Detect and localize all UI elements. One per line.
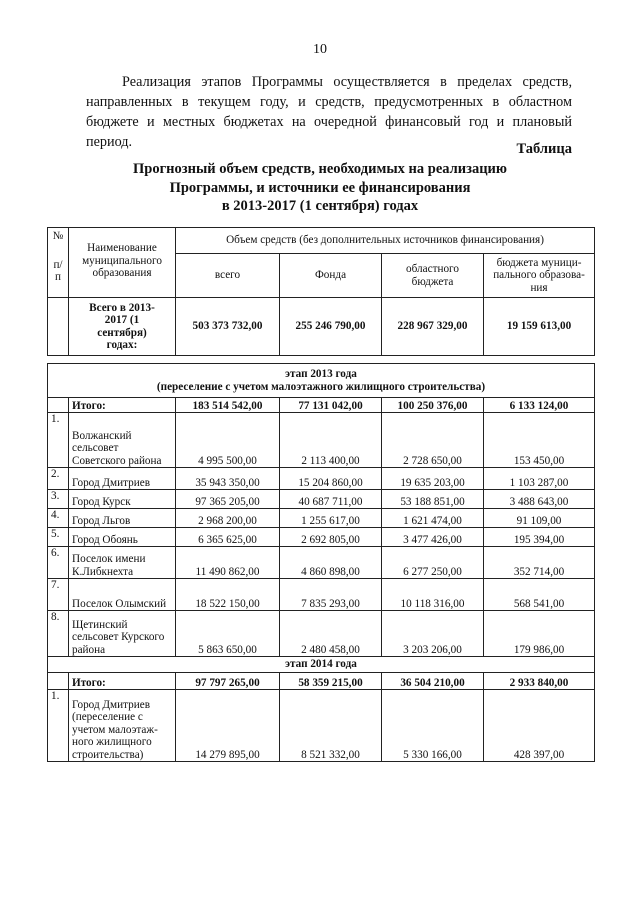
- row-name: Город Дмитриев: [69, 468, 176, 490]
- row-total: 35 943 350,00: [176, 468, 280, 490]
- row-name: Город Курск: [69, 490, 176, 509]
- row-number: 6.: [48, 547, 69, 579]
- caption-line-3: в 2013-2017 (1 сентября) годах: [221, 198, 419, 214]
- row-name: Волжанский сельсовет Советского района: [69, 413, 176, 468]
- row-total: 18 522 150,00: [176, 579, 280, 611]
- table-row: [48, 579, 595, 611]
- row-name: Поселок имени К.Либкнехта: [69, 547, 176, 579]
- row-municipal: 352 714,00: [484, 547, 595, 579]
- column-number-header: № п/ п: [48, 228, 69, 298]
- row-municipal: 153 450,00: [484, 413, 595, 468]
- row-regional: 6 277 250,00: [382, 547, 484, 579]
- row-regional: 5 330 166,00: [382, 690, 484, 762]
- row-municipal: 3 488 643,00: [484, 490, 595, 509]
- grand-total-regional: 228 967 329,00: [382, 298, 484, 356]
- table-row: [48, 490, 595, 509]
- row-number: 8.: [48, 611, 69, 657]
- row-regional: 19 635 203,00: [382, 468, 484, 490]
- grand-total-total: 503 373 732,00: [176, 298, 280, 356]
- stage-2014-municipal: 2 933 840,00: [484, 673, 595, 690]
- table-row: [48, 413, 595, 468]
- column-total-header: всего: [176, 254, 280, 298]
- row-regional: 10 118 316,00: [382, 579, 484, 611]
- grand-total-label: Всего в 2013-2017 (1 сентября) годах:: [69, 298, 176, 356]
- row-municipal: 195 394,00: [484, 528, 595, 547]
- row-municipal: 428 397,00: [484, 690, 595, 762]
- row-fund: 1 255 617,00: [280, 509, 382, 528]
- stage-2013-total-label: Итого:: [69, 398, 176, 413]
- stage-2013-fund: 77 131 042,00: [280, 398, 382, 413]
- stages-table: [47, 363, 595, 762]
- stage-2014-heading: этап 2014 года: [48, 657, 595, 673]
- row-regional: 3 203 206,00: [382, 611, 484, 657]
- row-number: 1.: [48, 690, 69, 762]
- column-fund-header: Фонда: [280, 254, 382, 298]
- stage-2013-total: 183 514 542,00: [176, 398, 280, 413]
- row-fund: 2 692 805,00: [280, 528, 382, 547]
- row-number: 7.: [48, 579, 69, 611]
- row-fund: 15 204 860,00: [280, 468, 382, 490]
- row-fund: 40 687 711,00: [280, 490, 382, 509]
- row-municipal: 1 103 287,00: [484, 468, 595, 490]
- row-number: 4.: [48, 509, 69, 528]
- row-name: Город Обоянь: [69, 528, 176, 547]
- row-name: Город Льгов: [69, 509, 176, 528]
- row-total: 97 365 205,00: [176, 490, 280, 509]
- row-regional: 53 188 851,00: [382, 490, 484, 509]
- stage-2013-regional: 100 250 376,00: [382, 398, 484, 413]
- column-volume-header: Объем средств (без дополнительных источников финансирования): [176, 228, 595, 254]
- stage-2013-municipal: 6 133 124,00: [484, 398, 595, 413]
- row-number: 3.: [48, 490, 69, 509]
- row-municipal: 568 541,00: [484, 579, 595, 611]
- row-total: 11 490 862,00: [176, 547, 280, 579]
- row-number: 5.: [48, 528, 69, 547]
- column-name-header: Наименование муниципального образования: [69, 228, 176, 298]
- row-regional: 1 621 474,00: [382, 509, 484, 528]
- stage-2014-regional: 36 504 210,00: [382, 673, 484, 690]
- stage-2013-heading: этап 2013 года (переселение с учетом малоэтажного жилищного строительства): [48, 364, 595, 398]
- column-regional-header: областного бюджета: [382, 254, 484, 298]
- row-regional: 2 728 650,00: [382, 413, 484, 468]
- table-row: [48, 468, 595, 490]
- grand-total-municipal: 19 159 613,00: [484, 298, 595, 356]
- row-number: 1.: [48, 413, 69, 468]
- table-row: [48, 528, 595, 547]
- row-fund: 4 860 898,00: [280, 547, 382, 579]
- caption-line-2: Программы, и источники ее финансирования: [169, 179, 471, 196]
- row-fund: 7 835 293,00: [280, 579, 382, 611]
- row-name: Поселок Олымский: [69, 579, 176, 611]
- row-fund: 8 521 332,00: [280, 690, 382, 762]
- row-regional: 3 477 426,00: [382, 528, 484, 547]
- grand-total-fund: 255 246 790,00: [280, 298, 382, 356]
- row-name: Город Дмитриев (переселение с учетом малоэтаж-ного жилищного строительства): [69, 690, 176, 762]
- stage-2014-fund: 58 359 215,00: [280, 673, 382, 690]
- caption-line-1: Прогнозный объем средств, необходимых на реализацию: [132, 161, 507, 177]
- row-name: Щетинский сельсовет Курского района: [69, 611, 176, 657]
- table-row: [48, 611, 595, 657]
- page-number: 10: [313, 42, 327, 57]
- row-number: 2.: [48, 468, 69, 490]
- row-total: 6 365 625,00: [176, 528, 280, 547]
- intro-paragraph: Реализация этапов Программы осуществляется в пределах средств, направленных в текущем году, и средств, предусмотренных в областном бюджете и местных бюджетах на очередной финансовый год и плановый период.: [86, 74, 572, 150]
- stage-2014-total: 97 797 265,00: [176, 673, 280, 690]
- table-row: [48, 690, 595, 762]
- table-row: [48, 547, 595, 579]
- table-label: Таблица: [516, 141, 572, 157]
- row-total: 4 995 500,00: [176, 413, 280, 468]
- row-total: 2 968 200,00: [176, 509, 280, 528]
- row-fund: 2 113 400,00: [280, 413, 382, 468]
- row-total: 14 279 895,00: [176, 690, 280, 762]
- row-total: 5 863 650,00: [176, 611, 280, 657]
- row-fund: 2 480 458,00: [280, 611, 382, 657]
- table-row: [48, 509, 595, 528]
- table-caption: [60, 160, 580, 216]
- row-municipal: 179 986,00: [484, 611, 595, 657]
- stage-2014-total-label: Итого:: [69, 673, 176, 690]
- column-municipal-header: бюджета муници-пального образова-ния: [484, 254, 595, 298]
- header-table: [47, 227, 595, 356]
- row-municipal: 91 109,00: [484, 509, 595, 528]
